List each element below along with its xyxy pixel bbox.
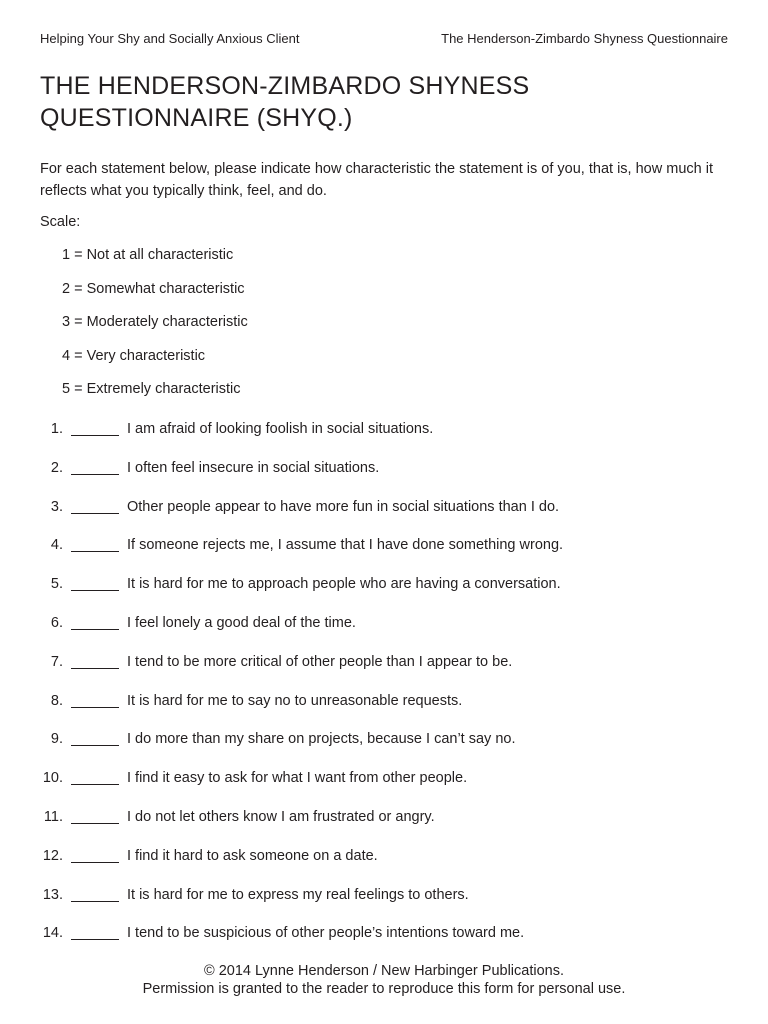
scale-option: 5 = Extremely characteristic — [62, 381, 241, 398]
questionnaire-items — [0, 418, 768, 961]
question-number: 8. — [50, 692, 63, 709]
answer-blank[interactable] — [71, 424, 119, 436]
question-item — [0, 651, 768, 690]
question-number: 1. — [50, 421, 63, 437]
question-number: 7. — [50, 653, 63, 670]
question-item — [0, 418, 768, 457]
question-text: I am afraid of looking foolish in social situations. — [127, 421, 434, 437]
section-title-header: The Henderson-Zimbardo Shyness Questionnaire — [441, 31, 728, 46]
scale-option: 1 = Not at all characteristic — [62, 247, 234, 263]
question-number: 5. — [50, 576, 63, 593]
question-item — [0, 845, 768, 884]
question-item — [0, 922, 768, 961]
instructions-paragraph: For each statement below, please indicate how characteristic the statement is of you, that is, how much it reflects what you typically think, feel, and do. — [40, 161, 713, 199]
question-number: 10. — [42, 770, 63, 787]
question-number: 3. — [50, 498, 63, 515]
copyright-line: © 2014 Lynne Henderson / New Harbinger Publications. — [204, 963, 564, 979]
question-number: 11. — [43, 808, 63, 825]
question-text: It is hard for me to approach people who are having a conversation. — [127, 576, 561, 593]
answer-blank[interactable] — [71, 812, 119, 824]
answer-blank[interactable] — [71, 618, 119, 630]
scale-option: 3 = Moderately characteristic — [62, 314, 248, 331]
answer-blank[interactable] — [71, 579, 119, 591]
scale-label: Scale: — [40, 214, 81, 230]
question-number: 6. — [50, 614, 63, 631]
question-item — [0, 573, 768, 612]
question-text: I tend to be more critical of other people than I appear to be. — [127, 653, 513, 670]
question-text: I feel lonely a good deal of the time. — [127, 614, 356, 631]
question-number: 2. — [50, 459, 63, 476]
copyright-footer — [0, 962, 768, 998]
answer-blank[interactable] — [71, 540, 119, 552]
answer-blank[interactable] — [71, 696, 119, 708]
question-item — [0, 690, 768, 729]
question-text: I tend to be suspicious of other people’s intentions toward me. — [127, 925, 525, 942]
answer-blank[interactable] — [71, 851, 119, 863]
book-title-header: Helping Your Shy and Socially Anxious Client — [40, 31, 300, 46]
question-item — [0, 884, 768, 923]
answer-blank[interactable] — [71, 502, 119, 514]
question-text: It is hard for me to express my real feelings to others. — [127, 886, 469, 903]
question-item — [0, 612, 768, 651]
answer-blank[interactable] — [71, 734, 119, 746]
answer-blank[interactable] — [71, 773, 119, 785]
scale-option: 2 = Somewhat characteristic — [62, 280, 245, 297]
question-item — [0, 534, 768, 573]
answer-blank[interactable] — [71, 890, 119, 902]
question-item — [0, 767, 768, 806]
question-text: I find it easy to ask for what I want from other people. — [127, 770, 468, 787]
question-text: I do more than my share on projects, because I can’t say no. — [127, 731, 516, 748]
question-text: It is hard for me to say no to unreasonable requests. — [127, 692, 463, 709]
question-number: 4. — [50, 537, 63, 554]
question-text: I do not let others know I am frustrated or angry. — [127, 808, 435, 825]
question-item — [0, 496, 768, 535]
page-title: THE HENDERSON-ZIMBARDO SHYNESS QUESTIONNAIRE (SHYQ.) — [40, 72, 530, 132]
scale-option: 4 = Very characteristic — [62, 347, 206, 364]
answer-blank[interactable] — [71, 657, 119, 669]
question-number: 12. — [42, 847, 63, 864]
question-text: If someone rejects me, I assume that I have done something wrong. — [127, 537, 564, 554]
question-number: 13. — [42, 886, 63, 903]
question-item — [0, 806, 768, 845]
question-text: I find it hard to ask someone on a date. — [127, 847, 378, 864]
answer-blank[interactable] — [71, 463, 119, 475]
question-text: Other people appear to have more fun in social situations than I do. — [127, 498, 560, 515]
question-item — [0, 728, 768, 767]
running-header — [40, 31, 728, 49]
permission-line: Permission is granted to the reader to reproduce this form for personal use. — [142, 981, 626, 997]
answer-blank[interactable] — [71, 928, 119, 940]
question-number: 14. — [42, 925, 63, 942]
question-number: 9. — [50, 731, 63, 748]
question-item — [0, 457, 768, 496]
question-text: I often feel insecure in social situations. — [127, 459, 380, 476]
scale-list — [62, 244, 248, 412]
